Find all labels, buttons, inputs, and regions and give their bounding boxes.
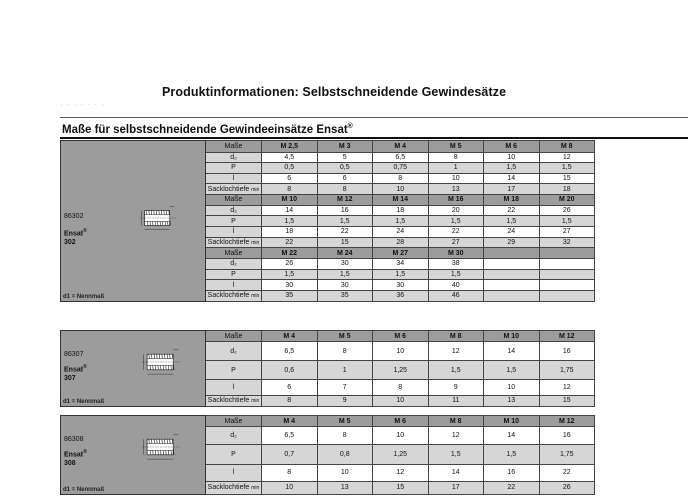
value-cell: 0,5	[262, 163, 318, 174]
value-cell: 1,25	[373, 445, 429, 464]
brand-registered-mark: ®	[83, 449, 87, 455]
value-cell: 35	[317, 290, 373, 301]
thread-size-header: M 6	[484, 141, 540, 153]
thread-size-header: M 6	[373, 416, 429, 427]
parameter-name: d₂	[230, 432, 237, 440]
value-cell: 32	[539, 237, 595, 248]
thread-size-header: M 10	[484, 331, 540, 342]
parameter-label	[206, 361, 262, 379]
value-cell: 10	[373, 342, 429, 361]
parameter-label	[206, 445, 262, 464]
parameter-subscript: min	[251, 186, 260, 193]
brand-name: Ensat	[64, 230, 84, 238]
value-cell: 12	[428, 342, 484, 361]
dimensions-header: Maße	[206, 141, 262, 153]
value-cell: 8	[262, 184, 318, 195]
spec-table-86307	[60, 330, 595, 407]
thread-size-header: M 30	[428, 248, 484, 259]
parameter-label	[206, 427, 262, 445]
value-cell: 9	[428, 379, 484, 395]
value-cell: 17	[428, 481, 484, 494]
value-cell: 24	[484, 227, 540, 238]
thread-size-header: M 4	[262, 416, 318, 427]
thread-size-header: M 4	[373, 141, 429, 153]
value-cell: 8	[262, 464, 318, 481]
registered-mark: ®	[347, 123, 353, 130]
parameter-label	[206, 173, 262, 184]
thread-size-header: M 8	[428, 331, 484, 342]
value-cell: 28	[373, 237, 429, 248]
thread-size-header: M 16	[428, 194, 484, 205]
value-cell: 40	[428, 280, 484, 291]
thread-size-header: M 8	[539, 141, 595, 153]
value-cell: 35	[262, 290, 318, 301]
value-cell: 27	[428, 237, 484, 248]
value-cell	[484, 280, 540, 291]
value-cell: 13	[317, 481, 373, 494]
size-header-row	[61, 141, 595, 153]
thread-size-header: M 8	[428, 416, 484, 427]
value-cell: 0,6	[262, 361, 318, 379]
thread-size-header: M 27	[373, 248, 429, 259]
parameter-name: l	[232, 469, 235, 477]
parameter-label	[206, 259, 262, 270]
thread-size-header: M 20	[539, 194, 595, 205]
value-cell: 12	[539, 379, 595, 395]
value-cell: 10	[373, 427, 429, 445]
thread-size-header: M 18	[484, 194, 540, 205]
value-cell: 14	[428, 464, 484, 481]
section-divider	[60, 137, 688, 139]
brand-name: Ensat	[64, 451, 84, 459]
top-divider	[60, 117, 688, 118]
value-cell: 14	[484, 342, 540, 361]
parameter-name: l	[232, 174, 235, 182]
thread-size-header: M 6	[373, 331, 429, 342]
parameter-name: d₂	[230, 207, 237, 215]
value-cell: 1,5	[428, 269, 484, 280]
parameter-label	[206, 290, 262, 301]
value-cell: 1,5	[317, 269, 373, 280]
value-cell: 15	[317, 237, 373, 248]
value-cell: 8	[317, 342, 373, 361]
value-cell: 18	[373, 205, 429, 216]
value-cell: 1,5	[262, 216, 318, 227]
value-cell: 26	[539, 205, 595, 216]
value-cell: 13	[484, 395, 540, 406]
value-cell: 26	[539, 481, 595, 494]
parameter-name: l	[232, 281, 235, 289]
brand-registered-mark: ®	[83, 228, 87, 234]
value-cell: 9	[317, 395, 373, 406]
parameter-name: P	[231, 450, 236, 458]
parameter-subscript: min	[251, 293, 260, 300]
value-cell: 14	[262, 205, 318, 216]
thread-size-header	[484, 248, 540, 259]
parameter-label	[206, 184, 262, 195]
parameter-name: Sacklochtiefe	[207, 292, 250, 300]
parameter-label	[206, 379, 262, 395]
value-cell: 1,5	[539, 163, 595, 174]
value-cell: 11	[428, 395, 484, 406]
threaded-insert-drawing	[135, 430, 187, 464]
value-cell	[539, 269, 595, 280]
value-cell: 14	[484, 427, 540, 445]
thread-size-header	[539, 248, 595, 259]
threaded-insert-drawing	[133, 203, 183, 233]
value-cell: 10	[484, 379, 540, 395]
thread-size-header: M 12	[539, 416, 595, 427]
parameter-name: P	[231, 366, 236, 374]
size-header-row	[61, 331, 595, 342]
value-cell: 1,5	[484, 216, 540, 227]
dimensions-header: Maße	[206, 248, 262, 259]
value-cell: 18	[262, 227, 318, 238]
article-number: 86307	[64, 351, 84, 358]
size-header-row	[61, 416, 595, 427]
value-cell: 20	[428, 205, 484, 216]
value-cell: 1,5	[484, 361, 540, 379]
threaded-insert-drawing	[135, 345, 187, 379]
parameter-label	[206, 395, 262, 406]
value-cell: 46	[428, 290, 484, 301]
value-cell: 0,8	[317, 445, 373, 464]
value-cell	[539, 290, 595, 301]
parameter-name: d₂	[230, 347, 237, 355]
thread-size-header: M 22	[262, 248, 318, 259]
value-cell: 1,5	[317, 216, 373, 227]
parameter-label	[206, 280, 262, 291]
value-cell: 10	[484, 152, 540, 163]
value-cell: 4,5	[262, 152, 318, 163]
value-cell: 1,5	[428, 216, 484, 227]
parameter-label	[206, 342, 262, 361]
value-cell	[484, 259, 540, 270]
brand-registered-mark: ®	[83, 364, 87, 370]
parameter-label	[206, 205, 262, 216]
value-cell: 12	[373, 464, 429, 481]
value-cell	[484, 290, 540, 301]
thread-size-header: M 14	[373, 194, 429, 205]
value-cell: 26	[262, 259, 318, 270]
value-cell: 17	[484, 184, 540, 195]
dimensions-header: Maße	[206, 416, 262, 427]
value-cell: 6,5	[373, 152, 429, 163]
section-title	[62, 123, 353, 136]
parameter-subscript: min	[251, 239, 260, 246]
parameter-name: Sacklochtiefe	[207, 397, 250, 405]
model-number: 308	[64, 460, 76, 468]
thread-size-header: M 3	[317, 141, 373, 153]
value-cell: 8	[317, 427, 373, 445]
value-cell: 1,5	[373, 216, 429, 227]
value-cell: 10	[373, 184, 429, 195]
parameter-name: d₂	[230, 260, 237, 268]
dimensions-header: Maße	[206, 194, 262, 205]
parameter-name: P	[231, 217, 236, 225]
parameter-subscript: min	[251, 398, 260, 405]
thread-size-header: M 2,5	[262, 141, 318, 153]
value-cell: 0,75	[373, 163, 429, 174]
value-cell: 8	[428, 152, 484, 163]
value-cell: 24	[373, 227, 429, 238]
value-cell: 15	[539, 173, 595, 184]
value-cell: 1,75	[539, 361, 595, 379]
value-cell: 10	[428, 173, 484, 184]
value-cell: 10	[373, 395, 429, 406]
value-cell: 1	[428, 163, 484, 174]
value-cell: 30	[317, 280, 373, 291]
value-cell: 8	[373, 379, 429, 395]
thread-size-header: M 4	[262, 331, 318, 342]
nominal-size-note: d1 = Nennmaß	[63, 487, 105, 493]
value-cell: 14	[484, 173, 540, 184]
value-cell: 1,25	[373, 361, 429, 379]
nominal-size-note: d1 = Nennmaß	[63, 293, 105, 300]
article-number: 86308	[64, 436, 84, 443]
value-cell: 16	[539, 427, 595, 445]
page-title: Produktinformationen: Selbstschneidende Gewindesätze	[162, 85, 507, 99]
brand-label	[64, 227, 87, 247]
dimensions-header: Maße	[206, 331, 262, 342]
parameter-name: d₂	[230, 153, 237, 161]
brand-name: Ensat	[64, 366, 84, 374]
parameter-label	[206, 152, 262, 163]
thread-size-header: M 10	[484, 416, 540, 427]
spec-table-86302	[60, 140, 595, 302]
value-cell: 22	[262, 237, 318, 248]
value-cell: 29	[484, 237, 540, 248]
value-cell: 1	[317, 361, 373, 379]
value-cell: 38	[428, 259, 484, 270]
value-cell: 1,75	[539, 445, 595, 464]
value-cell: 7	[317, 379, 373, 395]
value-cell: 8	[373, 173, 429, 184]
value-cell: 1,5	[484, 445, 540, 464]
value-cell: 16	[484, 464, 540, 481]
brand-label	[64, 363, 87, 383]
parameter-label	[206, 464, 262, 481]
nominal-size-note: d1 = Nennmaß	[63, 399, 105, 405]
value-cell: 1,5	[484, 163, 540, 174]
value-cell: 13	[428, 184, 484, 195]
value-cell: 6	[317, 173, 373, 184]
value-cell	[539, 280, 595, 291]
brand-label	[64, 448, 87, 468]
value-cell: 0,7	[262, 445, 318, 464]
value-cell: 30	[262, 280, 318, 291]
value-cell: 16	[539, 342, 595, 361]
value-cell	[539, 259, 595, 270]
value-cell: 30	[317, 259, 373, 270]
value-cell: 8	[262, 395, 318, 406]
value-cell: 10	[262, 481, 318, 494]
thread-size-header: M 12	[539, 331, 595, 342]
article-label-cell	[61, 141, 206, 302]
value-cell: 1,5	[373, 269, 429, 280]
thread-size-header: M 5	[317, 331, 373, 342]
parameter-label	[206, 237, 262, 248]
value-cell: 22	[539, 464, 595, 481]
value-cell: 30	[373, 280, 429, 291]
parameter-name: l	[232, 383, 235, 391]
value-cell: 0,5	[317, 163, 373, 174]
value-cell: 6	[262, 173, 318, 184]
section-title-text: Maße für selbstschneidende Gewindeeinsätze Ensat	[62, 123, 348, 136]
value-cell: 8	[317, 184, 373, 195]
value-cell: 27	[539, 227, 595, 238]
value-cell: 1,5	[262, 269, 318, 280]
value-cell: 6,5	[262, 427, 318, 445]
parameter-name: Sacklochtiefe	[207, 484, 250, 492]
parameter-name: P	[231, 164, 236, 172]
parameter-label	[206, 227, 262, 238]
spec-table-86308	[60, 415, 595, 495]
parameter-subscript: min	[251, 485, 260, 492]
value-cell: 15	[539, 395, 595, 406]
value-cell: 22	[484, 205, 540, 216]
model-number: 302	[64, 239, 76, 247]
parameter-name: Sacklochtiefe	[207, 238, 250, 246]
value-cell: 1,5	[428, 445, 484, 464]
value-cell: 22	[428, 227, 484, 238]
value-cell: 6,5	[262, 342, 318, 361]
value-cell: 10	[317, 464, 373, 481]
thread-size-header: M 5	[428, 141, 484, 153]
parameter-label	[206, 163, 262, 174]
thread-size-header: M 12	[317, 194, 373, 205]
value-cell: 12	[428, 427, 484, 445]
value-cell: 15	[373, 481, 429, 494]
article-label-cell	[61, 331, 206, 407]
parameter-label	[206, 269, 262, 280]
value-cell: 5	[317, 152, 373, 163]
parameter-label	[206, 216, 262, 227]
value-cell	[484, 269, 540, 280]
parameter-name: P	[231, 271, 236, 279]
value-cell: 34	[373, 259, 429, 270]
value-cell: 22	[317, 227, 373, 238]
value-cell: 36	[373, 290, 429, 301]
parameter-label	[206, 481, 262, 494]
value-cell: 1,5	[539, 216, 595, 227]
value-cell: 16	[317, 205, 373, 216]
value-cell: 12	[539, 152, 595, 163]
thread-size-header: M 5	[317, 416, 373, 427]
value-cell: 22	[484, 481, 540, 494]
value-cell: 6	[262, 379, 318, 395]
model-number: 307	[64, 375, 76, 383]
value-cell: 18	[539, 184, 595, 195]
article-number: 86302	[64, 213, 84, 220]
thread-size-header: M 10	[262, 194, 318, 205]
thread-size-header: M 24	[317, 248, 373, 259]
parameter-name: Sacklochtiefe	[207, 185, 250, 193]
parameter-name: l	[232, 228, 235, 236]
value-cell: 1,5	[428, 361, 484, 379]
faint-header-text: · · · · · · ·	[60, 100, 105, 109]
article-label-cell	[61, 416, 206, 495]
